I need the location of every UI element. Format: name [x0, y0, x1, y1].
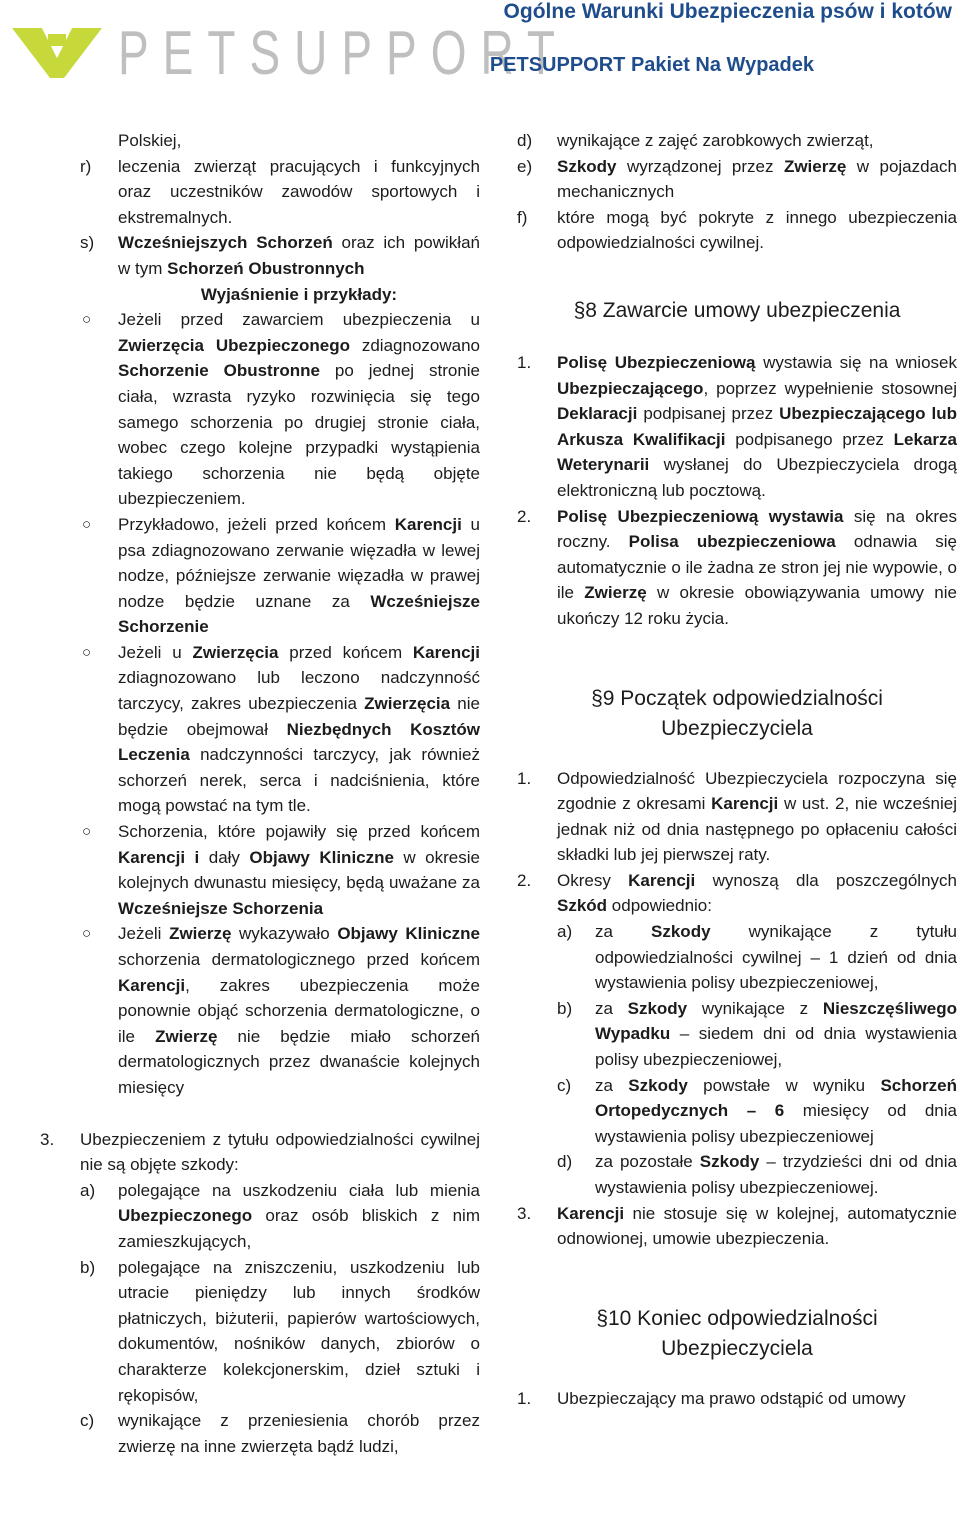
section-9-paragraph-1: 1. Odpowiedzialność Ubezpieczyciela rozpoczyna się zgodnie z okresami Karencji w ust. 2, nie wcześniej jednak niż od dnia następnego po opłaceniu całości składki lub jej pierwszej raty.: [517, 766, 957, 868]
example-bullet: ○ Przykładowo, jeżeli przed końcem Karencji u psa zdiagnozowano zerwanie więzadła w lewej nodze, późniejsze zerwanie więzadła w prawej nodze będzie uznane za Wcześniejsze Schorzenie: [40, 512, 480, 640]
left-column: [40, 128, 480, 1459]
item-label: c): [557, 1075, 572, 1095]
waiting-period-item-a: a) za Szkody wynikające z tytułu odpowiedzialności cywilnej – 1 dzień od dnia wystawienia polisy ubezpieczeniowej,: [517, 919, 957, 996]
item-label: b): [80, 1257, 96, 1277]
page-header: [0, 0, 960, 110]
circle-bullet-icon: ○: [82, 311, 92, 329]
logo-wordmark: PETSUPPORT: [118, 17, 569, 88]
section-8-paragraph-1: 1. Polisę Ubezpieczeniową wystawia się na wniosek Ubezpieczającego, poprzez wypełnienie stosownej Deklaracji podpisanej przez Ubezpieczającego lub Arkusza Kwalifikacji podpisanego przez Lekarza Weterynarii wysłanej do Ubezpieczyciela drogą elektroniczną lub pocztową.: [517, 350, 957, 504]
item-label: 2.: [517, 870, 532, 890]
circle-bullet-icon: ○: [82, 643, 92, 661]
right-column: [517, 128, 957, 1411]
item-label: d): [517, 131, 533, 150]
item-label: s): [80, 233, 95, 253]
example-bullet: ○ Jeżeli Zwierzę wykazywało Objawy Kliniczne schorzenia dermatologicznego przed końcem Karencji, zakres ubezpieczenia może ponownie objąć schorzenia dermatologiczne, o ile Zwierzę nie będzie miało schorzeń dermatologicznych przez dwanaście kolejnych miesięcy: [40, 921, 480, 1100]
circle-bullet-icon: ○: [82, 823, 92, 841]
circle-bullet-icon: ○: [82, 515, 92, 533]
item-label: a): [557, 922, 573, 942]
circle-bullet-icon: ○: [82, 925, 92, 943]
section-10-paragraph-1: 1. Ubezpieczający ma prawo odstąpić od umowy: [517, 1386, 957, 1412]
section-8-paragraph-2: 2. Polisę Ubezpieczeniową wystawia się na okres roczny. Polisa ubezpieczeniowa odnawia się automatycznie o ile żadna ze stron jej nie wypowie, o ile Zwierzę w okresie obowiązywania umowy nie ukończy 12 roku życia.: [517, 504, 957, 632]
item-label: 3.: [40, 1129, 55, 1149]
document-title: Ogólne Warunki Ubezpieczenia psów i kotów: [503, 0, 952, 23]
list-item-r: r) leczenia zwierząt pracujących i funkcyjnych oraz uczestników zawodów sportowych i ekstremalnych.: [40, 154, 480, 231]
explanation-heading: Wyjaśnienie i przykłady:: [200, 284, 398, 304]
item-label: 1.: [517, 1388, 532, 1408]
section-10-heading: §10 Koniec odpowiedzialności Ubezpieczyciela: [596, 1306, 878, 1360]
waiting-period-item-c: c) za Szkody powstałe w wyniku Schorzeń Ortopedycznych – 6 miesięcy od dnia wystawienia polisy ubezpieczeniowej: [517, 1073, 957, 1150]
example-bullet: ○ Jeżeli przed zawarciem ubezpieczenia u Zwierzęcia Ubezpieczonego zdiagnozowano Schorzenie Obustronne po jednej stronie ciała, wzrasta ryzyko rozwinięcia się tego samego schorzenia po drugiej stronie ciała, wobec czego kolejne przypadki wystąpienia takiego schorzenia nie będą objęte ubezpieczeniem.: [40, 307, 480, 512]
list-item-d: d) wynikające z zajęć zarobkowych zwierząt,: [517, 128, 957, 154]
item-label: e): [517, 156, 533, 176]
example-bullet: ○ Schorzenia, które pojawiły się przed końcem Karencji i dały Objawy Kliniczne w okresie kolejnych dwunastu miesięcy, będą uważane za Wcześniejsze Schorzenia: [40, 819, 480, 921]
item-label: c): [80, 1411, 95, 1431]
item-label: a): [80, 1180, 96, 1200]
item-label: 2.: [517, 506, 532, 526]
item-label: 1.: [517, 768, 532, 788]
petsupport-logo-icon: [12, 20, 102, 80]
item-label: r): [80, 156, 92, 176]
item-label: 3.: [517, 1203, 532, 1223]
item-label: f): [517, 207, 528, 227]
list-item-c: c) wynikające z przeniesienia chorób przez zwierzę na inne zwierzęta bądź ludzi,: [40, 1408, 480, 1459]
section-9-paragraph-2: 2. Okresy Karencji wynoszą dla poszczególnych Szkód odpowiednio:: [517, 868, 957, 919]
section-8-heading: §8 Zawarcie umowy ubezpieczenia: [573, 298, 901, 322]
list-item-e: e) Szkody wyrządzonej przez Zwierzę w pojazdach mechanicznych: [517, 154, 957, 205]
section-9-heading: §9 Początek odpowiedzialności Ubezpieczyciela: [591, 686, 883, 740]
document-subtitle: PETSUPPORT Pakiet Na Wypadek: [489, 54, 814, 76]
item-label: 1.: [517, 352, 532, 372]
list-item-b: b) polegające na zniszczeniu, uszkodzeniu lub utracie pieniędzy lub innych środków płatniczych, biżuterii, papierów wartościowych, dokumentów, nośników danych, zbiorów o charakterze kolekcjonerskim, dzieł sztuki i rękopisów,: [40, 1255, 480, 1409]
item-label: b): [557, 998, 573, 1018]
waiting-period-item-b: b) za Szkody wynikające z Nieszczęśliwego Wypadku – siedem dni od dnia wystawienia polisy ubezpieczeniowej,: [517, 996, 957, 1073]
list-item-r-continued: Polskiej,: [118, 131, 182, 150]
waiting-period-item-d: d) za pozostałe Szkody – trzydzieści dni od dnia wystawienia polisy ubezpieczeniowej.: [517, 1149, 957, 1200]
item-label: d): [557, 1152, 573, 1172]
list-item-f: f) które mogą być pokryte z innego ubezpieczenia odpowiedzialności cywilnej.: [517, 205, 957, 256]
numbered-paragraph-3: 3. Ubezpieczeniem z tytułu odpowiedzialności cywilnej nie są objęte szkody:: [40, 1127, 480, 1178]
section-9-paragraph-3: 3. Karencji nie stosuje się w kolejnej, automatycznie odnowionej, umowie ubezpieczenia.: [517, 1201, 957, 1252]
list-item-s: s) Wcześniejszych Schorzeń oraz ich powikłań w tym Schorzeń Obustronnych: [40, 230, 480, 281]
list-item-a: a) polegające na uszkodzeniu ciała lub mienia Ubezpieczonego oraz osób bliskich z nim zamieszkujących,: [40, 1178, 480, 1255]
example-bullet: ○ Jeżeli u Zwierzęcia przed końcem Karencji zdiagnozowano lub leczono nadczynność tarczycy, zakres ubezpieczenia Zwierzęcia nie będzie obejmował Niezbędnych Kosztów Leczenia nadczynności tarczycy, jak również schorzeń nerek, serca i nadciśnienia, które mogą powstać na tym tle.: [40, 640, 480, 819]
